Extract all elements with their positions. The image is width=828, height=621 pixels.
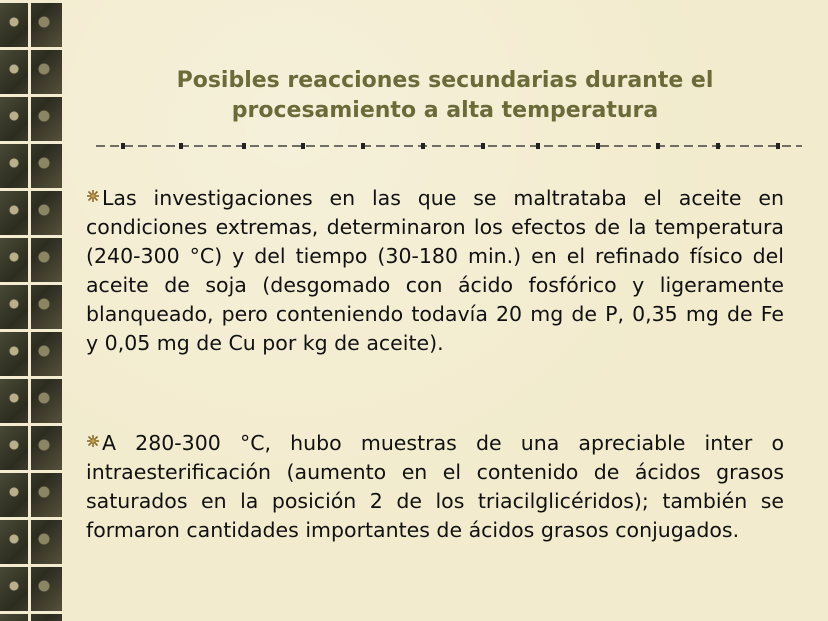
slide-title-line-1: Posibles reacciones secundarias durante el (176, 68, 714, 93)
slide-title-line-2: procesamiento a alta temperatura (231, 98, 659, 123)
star-bullet-icon (86, 434, 100, 448)
dashed-divider (96, 140, 802, 152)
paragraph-1 (86, 184, 784, 358)
star-bullet-icon (86, 189, 100, 203)
decorative-side-strip (0, 0, 62, 621)
paragraph-2-text: A 280-300 °C, hubo muestras de una apreciable inter o intraesterificación (aumento en el contenido de ácidos grasos saturados en la posición 2 de los triacilglicéridos); también se formaron cantidades importantes de ácidos grasos conjugados. (86, 431, 784, 542)
paragraph-2 (86, 429, 784, 545)
paragraph-1-text: Las investigaciones en las que se maltrataba el aceite en condiciones extremas, determinaron los efectos de la temperatura (240-300 °C) y del tiempo (30-180 min.) en el refinado físico del aceite de soja (desgomado con ácido fosfórico y ligeramente blanqueado, pero conteniendo todavía 20 mg de P, 0,35 mg de Fe y 0,05 mg de Cu por kg de aceite). (86, 186, 784, 355)
slide-title (62, 66, 828, 126)
